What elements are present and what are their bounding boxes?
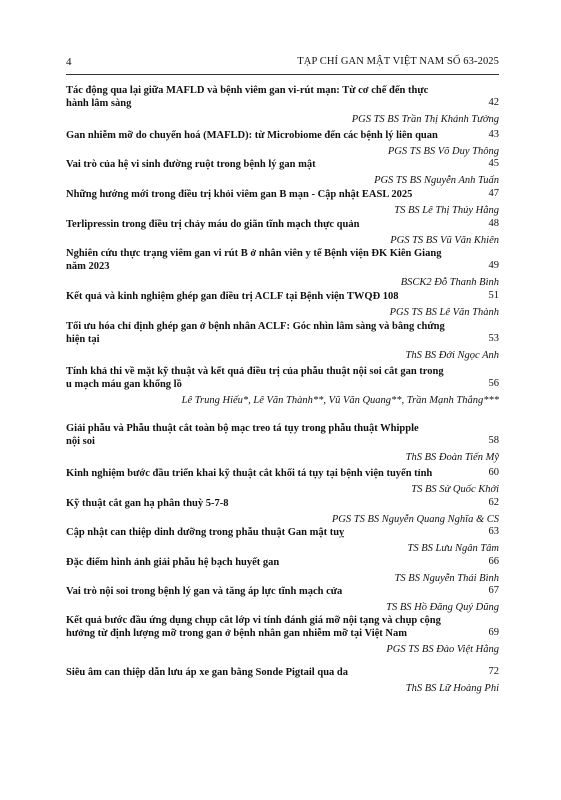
entry-title xyxy=(66,158,499,171)
toc-entry xyxy=(66,84,499,126)
entry-title xyxy=(66,422,499,448)
entry-title-line: Kết quả và kinh nghiệm ghép gan điều trị ACLF tại Bệnh viện TWQĐ 108 xyxy=(66,291,399,302)
entry-page-number: 58 xyxy=(488,435,499,446)
entry-author: PGS TS BS Lê Văn Thành xyxy=(389,307,499,318)
entry-author: ThS BS Lữ Hoàng Phi xyxy=(405,683,499,694)
entry-title-line: Tác động qua lại giữa MAFLD và bệnh viêm gan vi-rút mạn: Từ cơ chế đến thực xyxy=(66,85,429,96)
entry-page-number: 62 xyxy=(488,497,499,508)
toc-entry xyxy=(66,666,499,695)
entry-title-line: Vai trò nội soi trong bệnh lý gan và tăng áp lực tĩnh mạch cửa xyxy=(66,586,343,597)
entry-page-number: 63 xyxy=(488,526,499,537)
entry-title xyxy=(66,497,499,510)
entry-title-line: năm 2023 xyxy=(66,261,110,272)
toc-entry xyxy=(66,526,499,555)
entry-page-number: 60 xyxy=(488,467,499,478)
toc-entry xyxy=(66,320,499,362)
entry-page-number: 51 xyxy=(488,290,499,301)
entry-title xyxy=(66,614,499,640)
entry-title xyxy=(66,467,499,480)
toc-entry xyxy=(66,365,499,407)
toc-entry xyxy=(66,422,499,464)
entry-title-line: Terlipressin trong điều trị chảy máu do giãn tĩnh mạch thực quản xyxy=(66,219,360,230)
entry-author: PGS TS BS Đào Việt Hằng xyxy=(386,644,499,655)
entry-author: TS BS Nguyễn Thái Bình xyxy=(394,573,499,584)
entry-page-number: 45 xyxy=(488,158,499,169)
entry-author: PGS TS BS Nguyễn Anh Tuấn xyxy=(374,175,499,186)
entry-author: TS BS Lưu Ngân Tâm xyxy=(407,543,499,554)
entry-title-line: hiện tại xyxy=(66,334,100,345)
entry-page-number: 42 xyxy=(488,97,499,108)
header-rule xyxy=(66,74,499,75)
entry-title-line: Vai trò của hệ vi sinh đường ruột trong bệnh lý gan mật xyxy=(66,159,316,170)
journal-title: TẠP CHÍ GAN MẬT VIỆT NAM SỐ 63-2025 xyxy=(297,56,499,67)
entry-page-number: 69 xyxy=(488,627,499,638)
entry-page-number: 56 xyxy=(488,378,499,389)
entry-title xyxy=(66,585,499,598)
entry-title-line: Đặc điểm hình ảnh giải phẫu hệ bạch huyết gan xyxy=(66,557,280,568)
entry-page-number: 72 xyxy=(488,666,499,677)
entry-page-number: 53 xyxy=(488,333,499,344)
entry-title xyxy=(66,320,499,346)
entry-title-line: Cập nhật can thiệp dinh dưỡng trong phẫu thuật Gan mật tuỵ xyxy=(66,527,345,538)
entry-page-number: 43 xyxy=(488,129,499,140)
entry-author: TS BS Sử Quốc Khởi xyxy=(411,484,499,495)
entry-author: PGS TS BS Võ Duy Thông xyxy=(387,146,499,157)
entry-title-line: hành lâm sàng xyxy=(66,98,132,109)
entry-title xyxy=(66,84,499,110)
toc-entry xyxy=(66,188,499,217)
toc-entry xyxy=(66,556,499,585)
entry-title xyxy=(66,526,499,539)
entry-author: TS BS Lê Thị Thúy Hằng xyxy=(394,205,499,216)
entry-title-line: Nghiên cứu thực trạng viêm gan vi rút B ở nhân viên y tế Bệnh viện ĐK Kiên Giang xyxy=(66,248,442,259)
entry-page-number: 66 xyxy=(488,556,499,567)
toc-entry xyxy=(66,614,499,656)
entry-title-line: Những hướng mới trong điều trị khỏi viêm gan B mạn - Cập nhật EASL 2025 xyxy=(66,189,413,200)
entry-title xyxy=(66,129,499,142)
toc-entry xyxy=(66,158,499,187)
toc-entry xyxy=(66,129,499,158)
entry-page-number: 48 xyxy=(488,218,499,229)
entry-title-line: hưởng từ định lượng mỡ trong gan ở bệnh nhân gan nhiễm mỡ tại Việt Nam xyxy=(66,628,407,639)
entry-page-number: 47 xyxy=(488,188,499,199)
entry-title-line: Kết quả bước đầu ứng dụng chụp cắt lớp vi tính đánh giá mỡ nội tạng và chụp cộng xyxy=(66,615,441,626)
entry-title xyxy=(66,247,499,273)
entry-page-number: 67 xyxy=(488,585,499,596)
entry-title xyxy=(66,556,499,569)
entry-title-line: Kinh nghiệm bước đầu triển khai kỹ thuật cắt khối tá tụy tại bệnh viện tuyến tỉnh xyxy=(66,468,433,479)
entry-title-line: u mạch máu gan khổng lồ xyxy=(66,379,182,390)
entry-page-number: 49 xyxy=(488,260,499,271)
entry-title xyxy=(66,666,499,679)
entry-title xyxy=(66,188,499,201)
entry-author: Lê Trung Hiếu*, Lê Văn Thành**, Vũ Văn Quang**, Trần Mạnh Thắng*** xyxy=(181,395,499,406)
entry-title-line: Kỹ thuật cắt gan hạ phân thuỳ 5-7-8 xyxy=(66,498,229,509)
toc-entry xyxy=(66,497,499,526)
entry-title xyxy=(66,218,499,231)
toc-entry xyxy=(66,247,499,289)
entry-title xyxy=(66,365,499,391)
entry-title xyxy=(66,290,499,303)
toc-entry xyxy=(66,585,499,614)
toc-entry xyxy=(66,218,499,247)
entry-title-line: Giải phẫu và Phẫu thuật cắt toàn bộ mạc treo tá tụy trong phẫu thuật Whipple xyxy=(66,423,419,434)
entry-author: PGS TS BS Vũ Văn Khiên xyxy=(390,235,499,246)
entry-author: TS BS Hồ Đăng Quý Dũng xyxy=(386,602,499,613)
page-number: 4 xyxy=(66,56,72,68)
entry-author: ThS BS Đới Ngọc Anh xyxy=(405,350,499,361)
entry-author: PGS TS BS Trần Thị Khánh Tường xyxy=(351,114,499,125)
entry-title-line: Tối ưu hóa chỉ định ghép gan ở bệnh nhân ACLF: Góc nhìn lâm sàng và bằng chứng xyxy=(66,321,445,332)
entry-title-line: Siêu âm can thiệp dẫn lưu áp xe gan bằng Sonde Pigtail qua da xyxy=(66,667,348,678)
entry-author: ThS BS Đoàn Tiến Mỹ xyxy=(405,452,499,463)
toc-entry xyxy=(66,467,499,496)
entry-title-line: nội soi xyxy=(66,436,95,447)
entry-title-line: Gan nhiễm mỡ do chuyển hoá (MAFLD): từ Microbiome đến các bệnh lý liên quan xyxy=(66,130,438,141)
entry-title-line: Tính khả thi về mặt kỹ thuật và kết quả điều trị của phẫu thuật nội soi cắt gan trong xyxy=(66,366,444,377)
entry-author: PGS TS BS Nguyễn Quang Nghĩa & CS xyxy=(331,514,499,525)
page-header xyxy=(66,56,499,72)
entry-author: BSCK2 Đỗ Thanh Bình xyxy=(400,277,499,288)
toc-entry xyxy=(66,290,499,319)
